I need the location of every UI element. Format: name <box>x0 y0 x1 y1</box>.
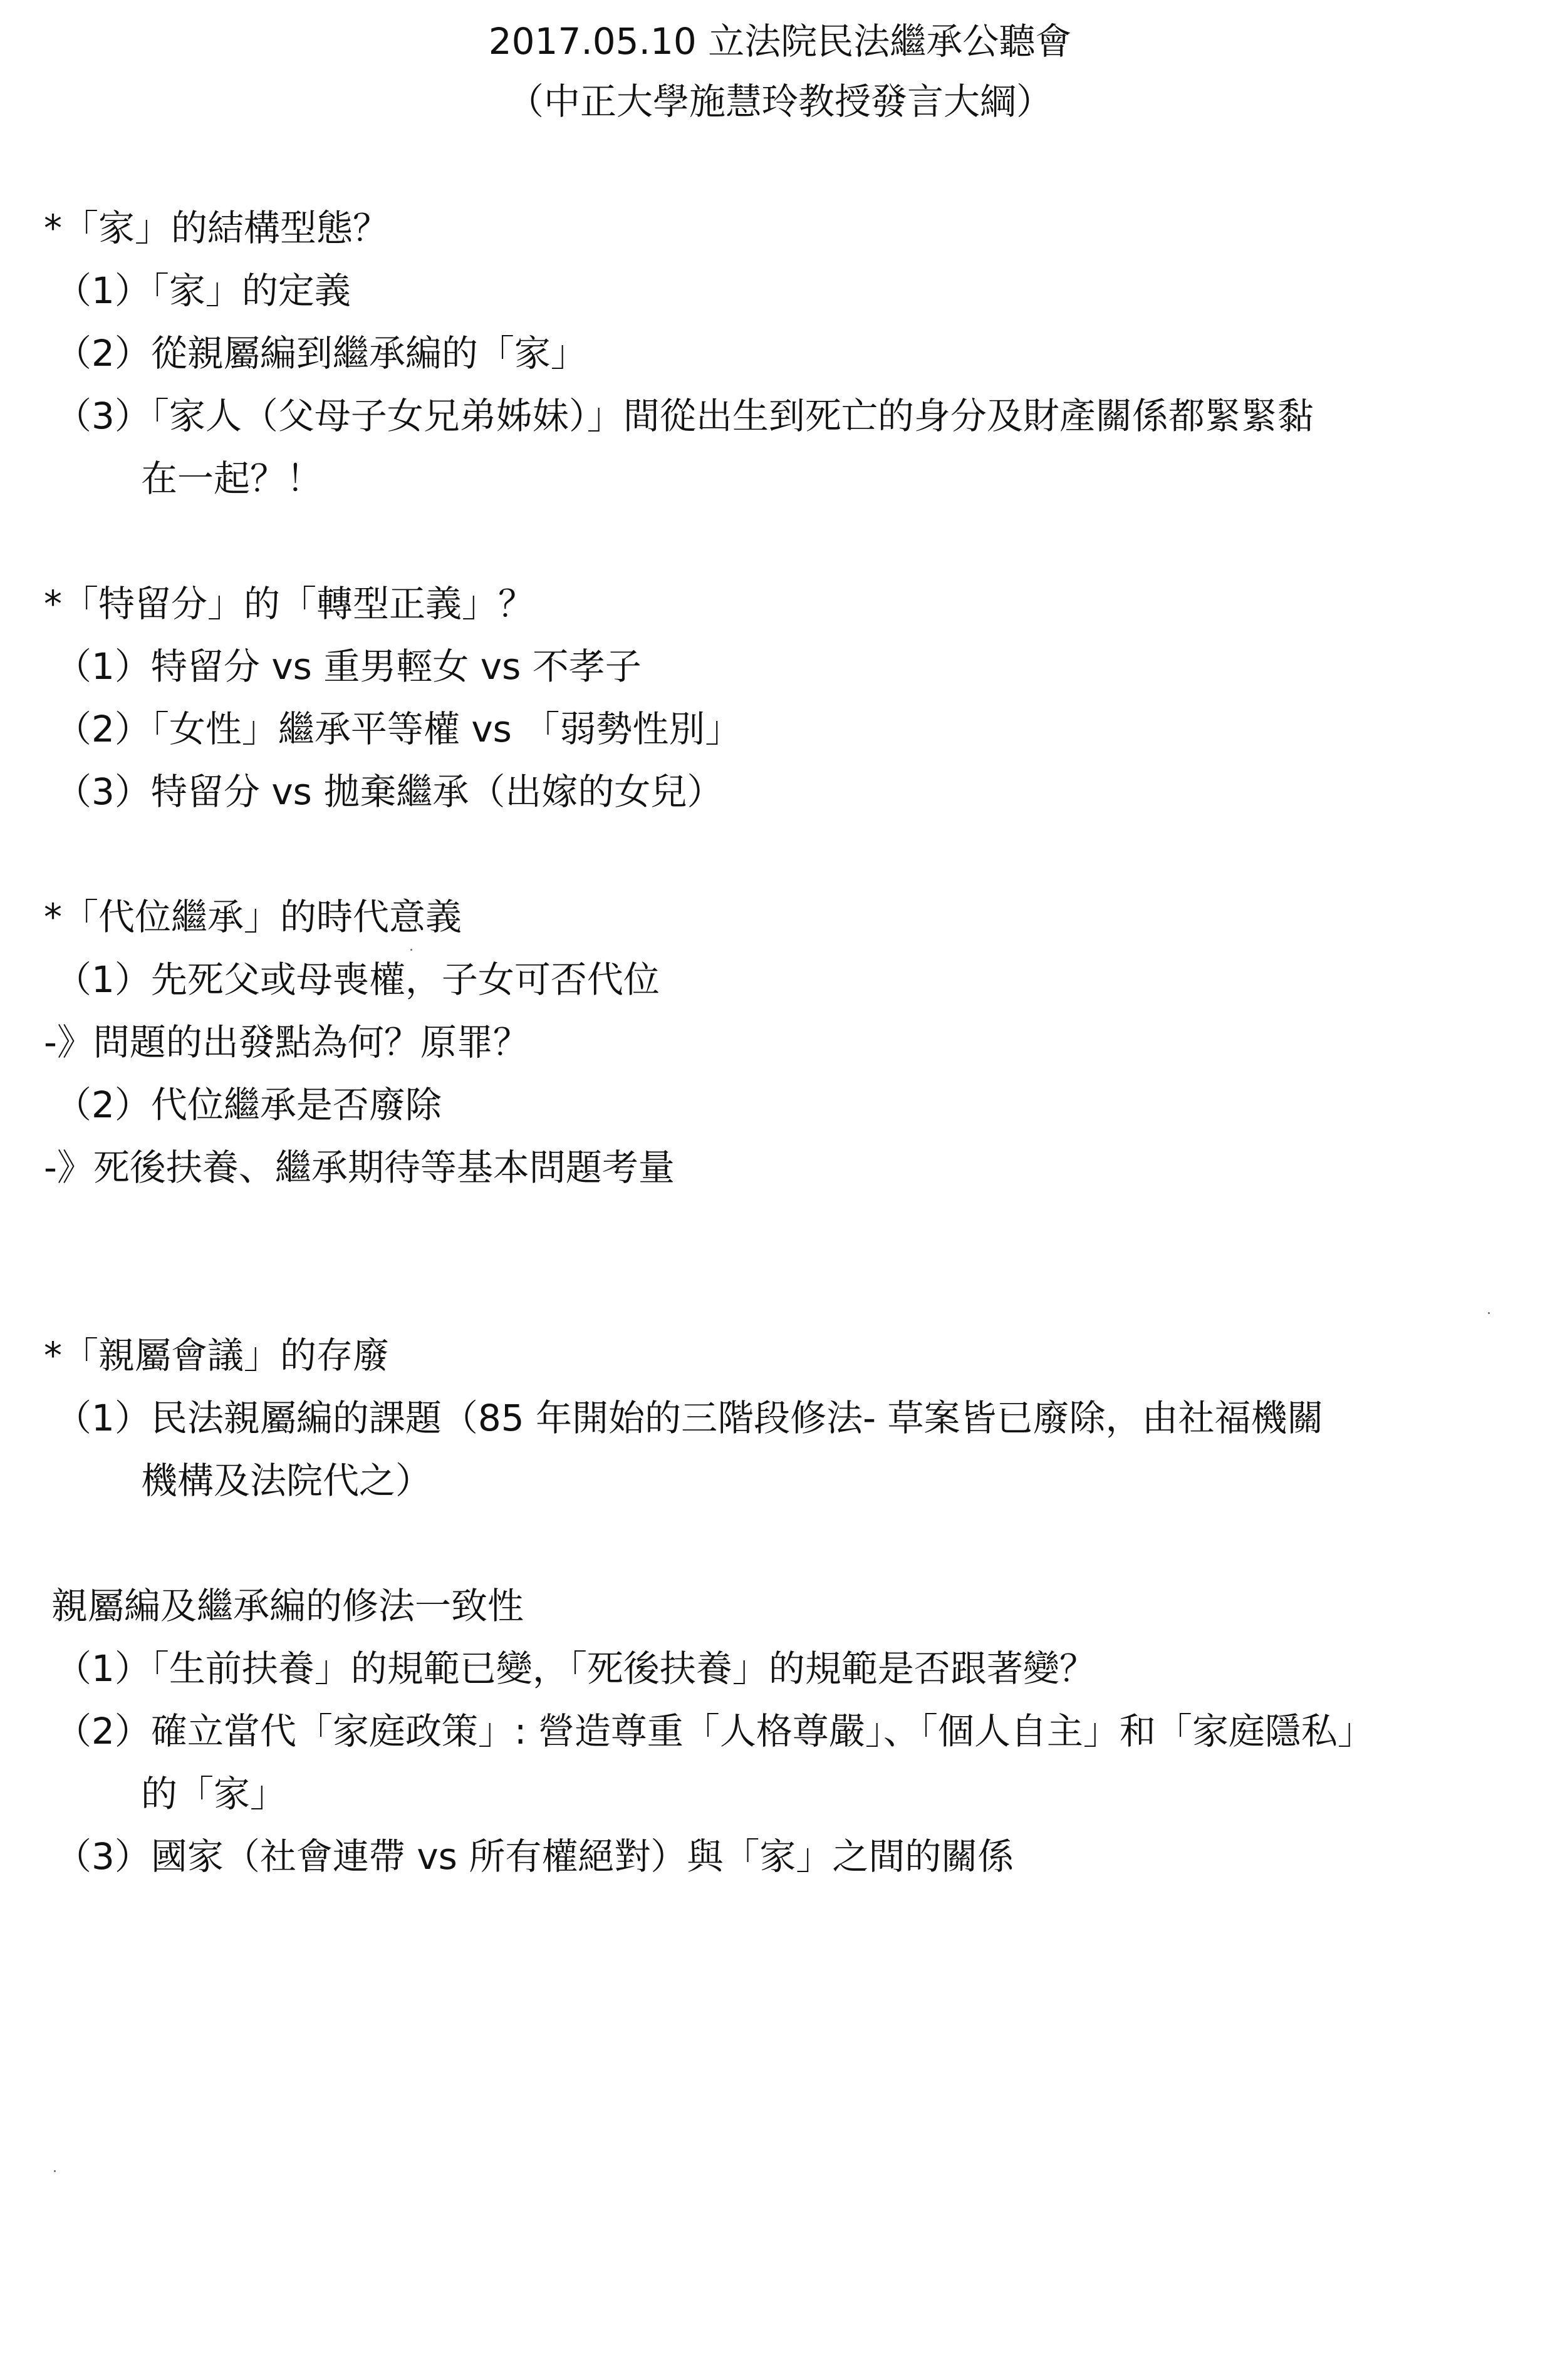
section-heading-family-structure: *「家」的結構型態？ <box>44 207 390 249</box>
list-item-arrow-note: -》死後扶養、繼承期待等基本問題考量 <box>44 1146 675 1189</box>
list-item: （2）從親屬編到繼承編的「家」 <box>55 332 587 375</box>
list-item: （2）確立當代「家庭政策」: 營造尊重「人格尊嚴」、「個人自主」和「家庭隱私」 <box>55 1710 1374 1752</box>
list-item-continuation: 在一起？！ <box>141 457 323 500</box>
list-item: （1）「生前扶養」的規範已變，「死後扶養」的規範是否跟著變？ <box>55 1647 1096 1690</box>
section-heading-forced-share: *「特留分」的「轉型正義」？ <box>44 582 535 625</box>
list-item: （3）「家人（父母子女兄弟姊妹）」間從出生到死亡的身分及財產關係都緊緊黏 <box>55 395 1314 437</box>
list-item-arrow-note: -》問題的出發點為何？原罪？ <box>44 1021 529 1063</box>
list-item: （2）代位繼承是否廢除 <box>55 1084 442 1126</box>
document-subtitle: （中正大學施慧玲教授發言大綱） <box>507 80 1053 123</box>
list-item: （2）「女性」繼承平等權 vs 「弱勢性別」 <box>55 708 742 750</box>
list-item: （1）民法親屬編的課題（85 年開始的三階段修法- 草案皆已廢除，由社福機關 <box>55 1397 1324 1439</box>
scan-speck <box>54 2170 56 2172</box>
list-item: （1）「家」的定義 <box>55 269 351 312</box>
list-item: （1）特留分 vs 重男輕女 vs 不孝子 <box>55 645 642 688</box>
list-item: （3）特留分 vs 拋棄繼承（出嫁的女兒） <box>55 770 724 813</box>
section-heading-family-council: *「親屬會議」的存廢 <box>44 1334 390 1377</box>
list-item: （1）先死父或母喪權，子女可否代位 <box>55 958 660 1001</box>
list-item-continuation: 的「家」 <box>141 1772 287 1815</box>
scan-speck <box>1488 1312 1490 1314</box>
document-title: 2017.05.10 立法院民法繼承公聽會 <box>488 20 1072 63</box>
list-item: （3）國家（社會連帶 vs 所有權絕對）與「家」之間的關係 <box>55 1835 1014 1878</box>
section-heading-consistency: 親屬編及繼承編的修法一致性 <box>51 1585 524 1627</box>
section-heading-representation: *「代位繼承」的時代意義 <box>44 896 462 938</box>
list-item-continuation: 機構及法院代之） <box>141 1459 432 1502</box>
scan-speck <box>410 949 412 951</box>
